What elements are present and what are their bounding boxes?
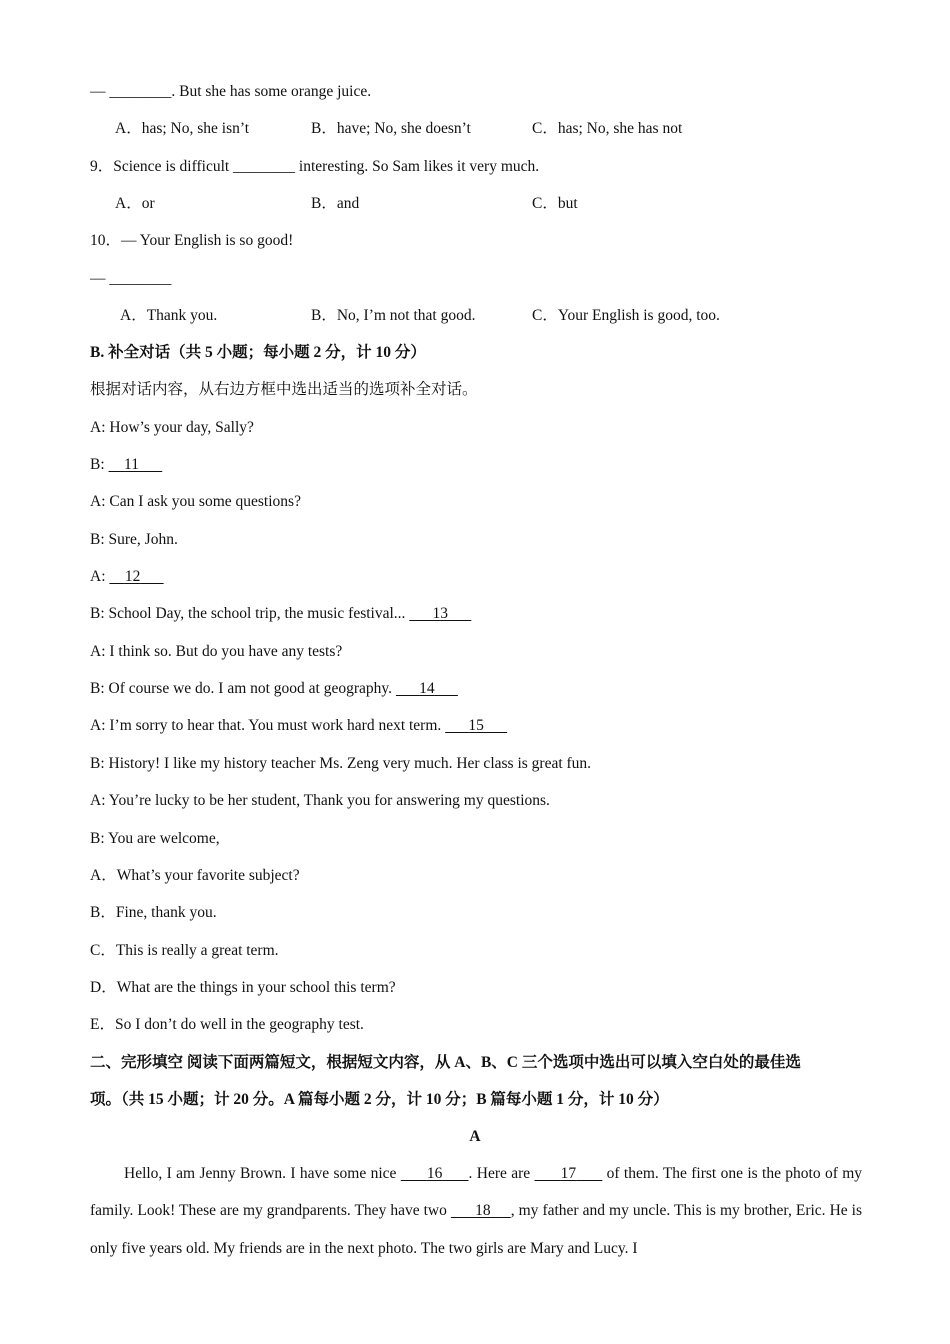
q8-option-c: C．has; No, she has not [532,120,683,137]
q8-option-b: B．have; No, she doesn’t [311,120,471,137]
section-b-instruction: 根据对话内容，从右边方框中选出适当的选项补全对话。 [90,381,478,398]
section-2-title-line2: 项。（共 15 小题；计 20 分。A 篇每小题 2 分，计 10 分；B 篇每小题 1 分，计 10 分） [90,1091,669,1108]
blank-18: 18 [475,1202,491,1220]
dialogue-line: B: Of course we do. I am not good at geography. 14 [90,679,458,699]
q10-answer-line: — ________ [90,270,172,287]
q9-option-b: B．and [311,195,360,212]
dialogue-line: A: You’re lucky to be her student, Thank you for answering my questions. [90,792,550,809]
blank-16: 16 [426,1165,443,1182]
dialogue-line: A: How’s your day, Sally? [90,419,254,436]
blank-11: 11 [124,456,139,473]
dialogue-line: B: You are welcome, [90,830,220,847]
q10-option-b: B．No, I’m not that good. [311,307,476,324]
q8-answer-line: — ________. But she has some orange juice. [90,83,372,100]
blank-12: 12 [124,568,141,585]
choice-b: B．Fine, thank you. [90,904,217,921]
q9-stem: 9．Science is difficult ________ interesting. So Sam likes it very much. [90,158,540,175]
blank-15: 15 [468,717,484,734]
blank-13: 13 [432,605,449,622]
dialogue-line: A: I think so. But do you have any tests? [90,643,343,660]
q10-option-a: A．Thank you. [120,307,218,324]
q10-stem: 10．— Your English is so good! [90,232,294,249]
passage-a-paragraph: Hello, I am Jenny Brown. I have some nice 16 . Here are 17 of them. The first one is the photo of my family. Look! These are my grandparents. They have two 18 , my father and my uncle. This is my brother, Eric. He is only five years old. My friends are in the next photo. The two girls are Mary and Lucy. I [90,1165,863,1257]
choice-a: A．What’s your favorite subject? [90,867,300,884]
dialogue-line: A: I’m sorry to hear that. You must work hard next term. 15 [90,716,507,736]
dialogue-line: B: Sure, John. [90,531,178,548]
passage-label: A [469,1128,481,1145]
section-2-title-line1: 二、完形填空 阅读下面两篇短文，根据短文内容，从 A、B、C 三个选项中选出可以填入空白处的最佳选 [90,1054,801,1071]
choice-e: E．So I don’t do well in the geography test. [90,1016,364,1033]
blank-17: 17 [560,1165,577,1182]
section-b-title: B. 补全对话（共 5 小题；每小题 2 分，计 10 分） [90,344,426,361]
dialogue-line: B: History! I like my history teacher Ms. Zeng very much. Her class is great fun. [90,755,592,772]
q9-option-a: A．or [115,195,155,212]
q10-option-c: C．Your English is good, too. [532,307,720,324]
dialogue-line: B: School Day, the school trip, the music festival... 13 [90,604,471,624]
dialogue-line: A: 12 [90,567,164,587]
choice-c: C．This is really a great term. [90,942,279,959]
q9-option-c: C．but [532,195,578,212]
dialogue-line: A: Can I ask you some questions? [90,493,301,510]
dialogue-line: B: 11 [90,455,162,475]
blank-14: 14 [419,680,435,697]
q8-option-a: A．has; No, she isn’t [115,120,250,137]
choice-d: D．What are the things in your school this term? [90,979,396,996]
